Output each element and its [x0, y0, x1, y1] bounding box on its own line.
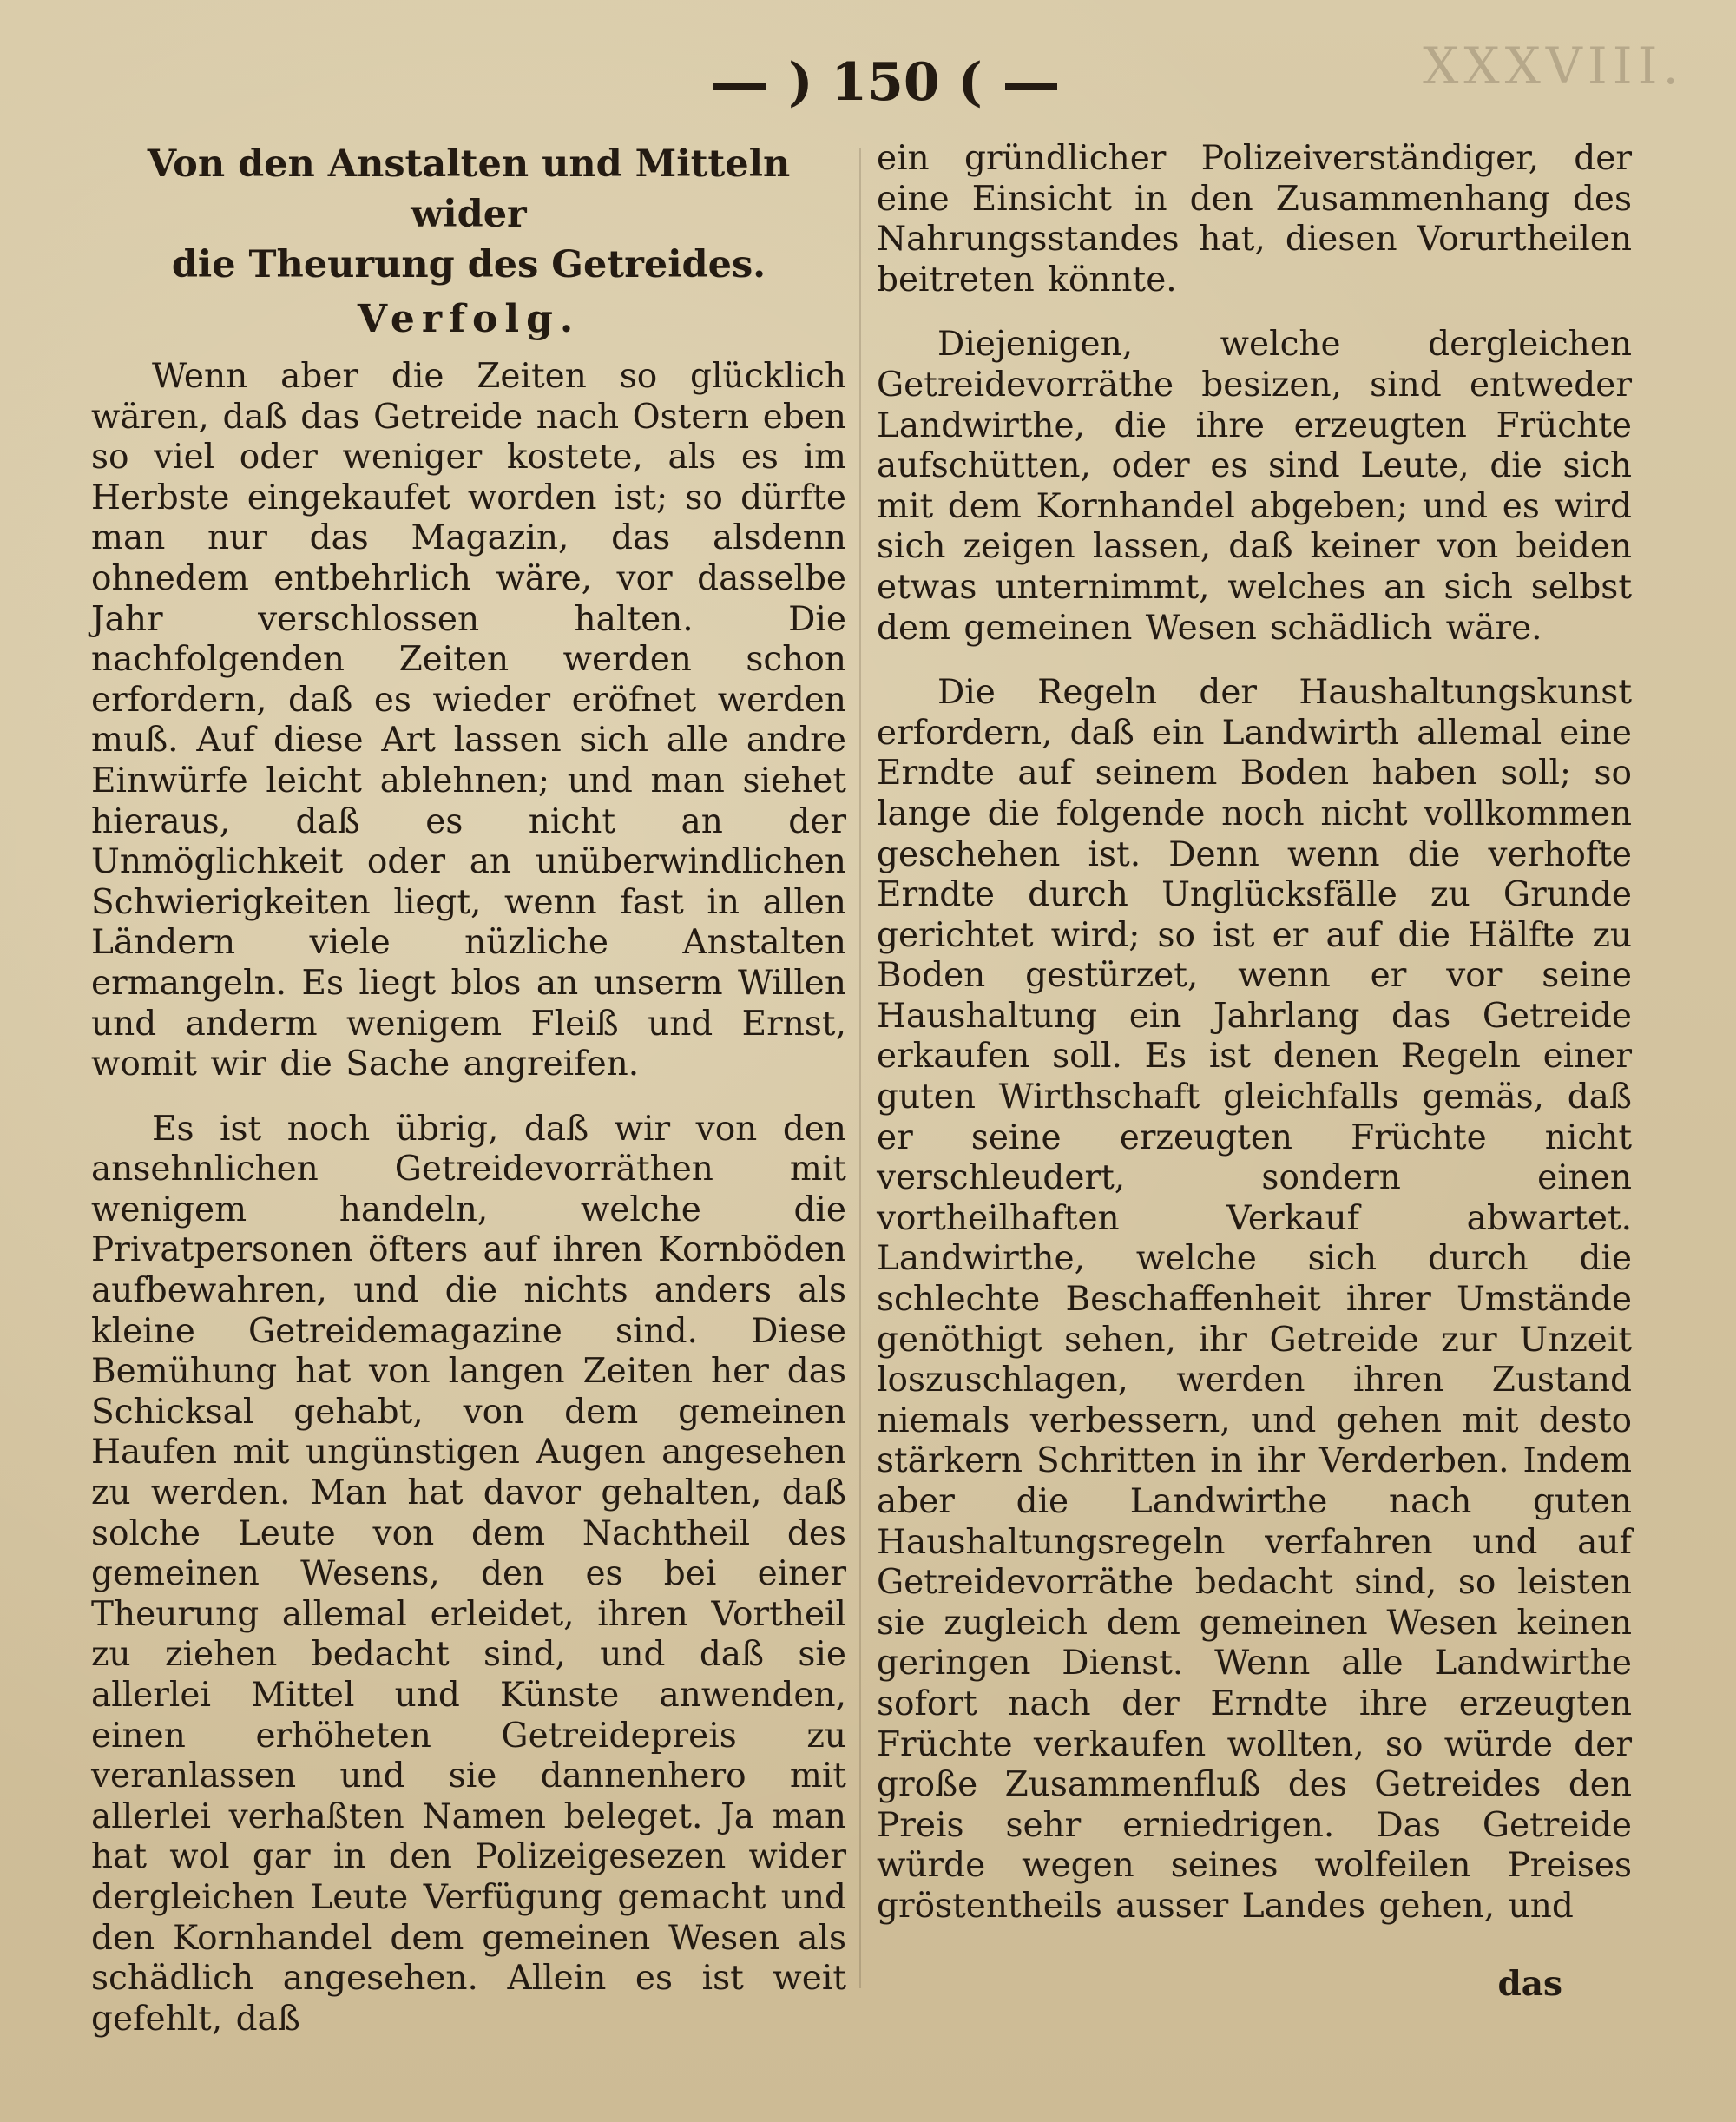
article-subtitle: Verfolg. — [357, 297, 581, 341]
article-title-line-1: Von den Anstalten und Mitteln wider — [147, 142, 791, 236]
page-number: ) 150 ( — [788, 52, 983, 113]
article-title-line-2: die Theurung des Getreides. — [171, 243, 766, 287]
paragraph: Die Regeln der Haushaltungskunst erfordern, daß ein Landwirth allemal eine Erndte auf seinem Boden haben soll; so lange die folgende noch nicht vollkommen geschehen ist. Denn wenn die verhofte Erndte durch Unglücksfälle zu Grunde gerichtet wird; so ist er auf die Hälfte zu Boden gestürzet, wenn er vor seine Haushaltung ein Jahrlang das Getreide erkaufen soll. Es ist denen Regeln einer guten Wirthschaft gleichfalls gemäs, daß er seine erzeugten Früchte nicht verschleudert, sondern einen vortheilhaften Verkauf abwartet. Landwirthe, welche sich durch die schlechte Beschaffenheit ihrer Umstände genöthigt sehen, ihr Getreide zur Unzeit loszuschlagen, werden ihren Zustand niemals verbessern, und gehen mit desto stärkern Schritten in ihr Verderben. Indem aber die Landwirthe nach guten Haushaltungsregeln verfahren und auf Getreidevorräthe bedacht sind, so leisten sie zugleich dem gemeinen Wesen keinen geringen Dienst. Wenn alle Landwirthe sofort nach der Erndte ihre erzeugten Früchte verkaufen wollten, so würde der große Zusammenfluß des Getreides den Preis sehr erniedrigen. Das Getreide würde wegen seines wolfeilen Preises gröstentheils ausser Landes gehen, und — [877, 673, 1632, 1926]
paragraph: Es ist noch übrig, daß wir von den ansehnlichen Getreidevorräthen mit wenigem handeln, welche die Privatpersonen öfters auf ihren Kornböden aufbewahren, und die nichts anders als kleine Getreidemagazine sind. Diese Bemühung hat von langen Zeiten her das Schicksal gehabt, von dem gemeinen Haufen mit ungünstigen Augen angesehen zu werden. Man hat davor gehalten, daß solche Leute von dem Nachtheil des gemeinen Wesens, den es bei einer Theurung allemal erleidet, ihren Vortheil zu ziehen bedacht sind, und daß sie allerlei Mittel und Künste anwenden, einen erhöheten Getreidepreis zu veranlassen und sie dannenhero mit allerlei verhaßten Namen beleget. Ja man hat wol gar in den Polizeigesezen wider dergleichen Leute Verfügung gemacht und den Kornhandel dem gemeinen Wesen als schädlich angesehen. Allein es ist weit gefehlt, daß — [91, 1109, 846, 2039]
paragraph: Wenn aber die Zeiten so glücklich wären, daß das Getreide nach Ostern eben so viel oder weniger kostete, als es im Herbste eingekaufet worden ist; so dürfte man nur das Magazin, das alsdenn ohnedem entbehrlich wäre, vor dasselbe Jahr verschlossen halten. Die nachfolgenden Zeiten werden schon erfordern, daß es wieder eröfnet werden muß. Auf diese Art lassen sich alle andre Einwürfe leicht ablehnen; und man siehet hieraus, daß es nicht an der Unmöglichkeit oder an unüberwindlichen Schwierigkeiten liegt, wenn fast in allen Ländern viele nüzliche Anstalten ermangeln. Es liegt blos an unserm Willen und anderm wenigem Fleiß und Ernst, womit wir die Sache angreifen. — [91, 357, 846, 1084]
header-dash-left — [713, 83, 766, 90]
catchword: das — [1497, 1964, 1562, 2004]
right-column — [877, 139, 1632, 1952]
article-title — [91, 139, 846, 290]
column-divider — [859, 148, 861, 1988]
page-header — [677, 52, 1094, 113]
bleed-through-header: XXXVIII. — [1423, 36, 1684, 96]
paragraph-continued: ein gründlicher Polizeiverständiger, der eine Einsicht in den Zusammenhang des Nahrungsstandes hat, diesen Vorurtheilen beitreten könnte. — [877, 139, 1632, 300]
paragraph: Diejenigen, welche dergleichen Getreidevorräthe besizen, sind entweder Landwirthe, die ihre erzeugten Früchte aufschütten, oder es sind Leute, die sich mit dem Kornhandel abgeben; und es wird sich zeigen lassen, daß keiner von beiden etwas unternimmt, welches an sich selbst dem gemeinen Wesen schädlich wäre. — [877, 325, 1632, 648]
header-dash-right — [1005, 83, 1057, 90]
left-column — [91, 139, 846, 2064]
